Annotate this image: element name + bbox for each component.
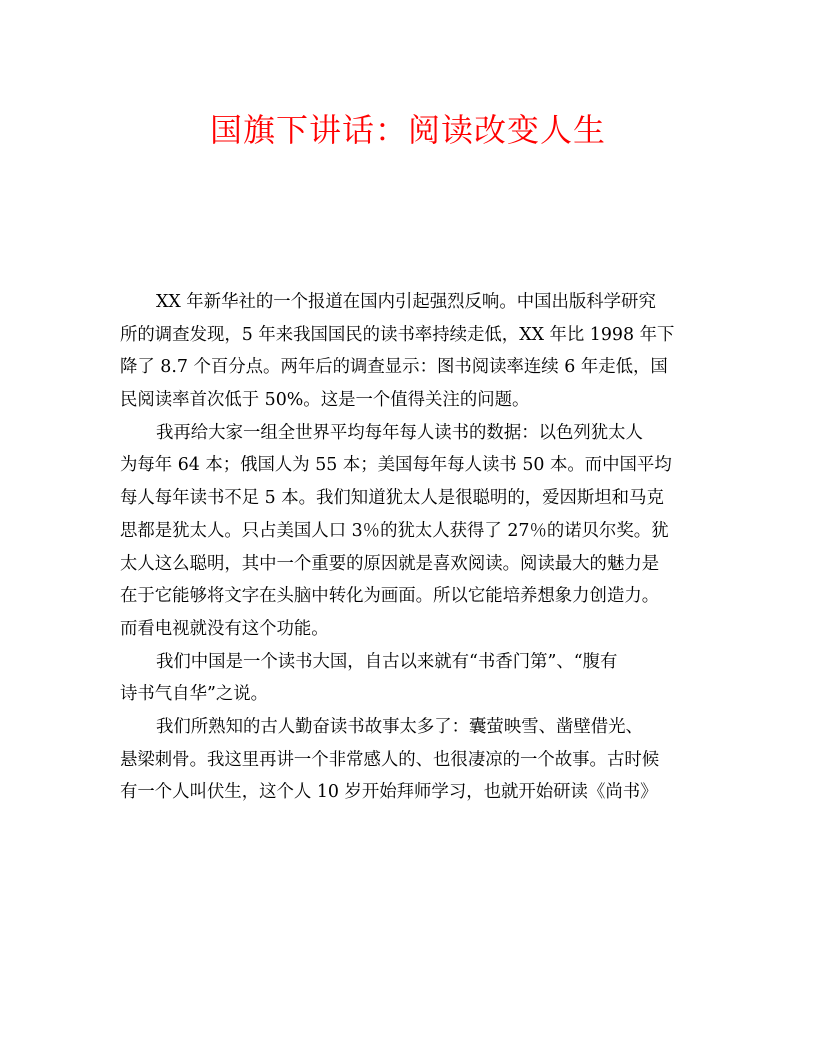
paragraph-2 <box>120 417 696 646</box>
text-line: 太人这么聪明，其中一个重要的原因就是喜欢阅读。阅读最大的魅力是 <box>120 553 660 574</box>
text-line: 为每年 64 本；俄国人为 55 本；美国每年每人读书 50 本。而中国平均 <box>120 455 672 476</box>
text-line: 我再给大家一组全世界平均每年每人读书的数据：以色列犹太人 <box>156 422 643 443</box>
text-line: 我们中国是一个读书大国，自古以来就有“书香门第”、“腹有 <box>156 651 618 672</box>
text-line: 思都是犹太人。只占美国人口 3％的犹太人获得了 27％的诺贝尔奖。犹 <box>120 520 669 541</box>
document-title: 国旗下讲话：阅读改变人生 <box>209 111 606 149</box>
text-line: 每人每年读书不足 5 本。我们知道犹太人是很聪明的，爱因斯坦和马克 <box>120 488 664 509</box>
text-line: 所的调查发现，5 年来我国国民的读书率持续走低，XX 年比 1998 年下 <box>120 324 675 345</box>
text-line: 在于它能够将文字在头脑中转化为画面。所以它能培养想象力创造力。 <box>120 586 660 607</box>
paragraph-3 <box>120 646 696 711</box>
document-body <box>120 286 696 809</box>
text-line: 悬梁刺骨。我这里再讲一个非常感人的、也很凄凉的一个故事。古时候 <box>120 749 660 770</box>
text-line: 民阅读率首次低于 50%。这是一个值得关注的问题。 <box>120 390 530 411</box>
paragraph-4 <box>120 711 696 809</box>
text-line: 我们所熟知的古人勤奋读书故事太多了：囊萤映雪、凿壁借光、 <box>156 716 643 737</box>
text-line: 有一个人叫伏生，这个人 10 岁开始拜师学习，也就开始研读《尚书》 <box>120 782 658 803</box>
paragraph-1 <box>120 286 696 417</box>
text-line: 而看电视就没有这个功能。 <box>120 618 329 639</box>
text-line: XX 年新华社的一个报道在国内引起强烈反响。中国出版科学研究 <box>156 292 656 312</box>
text-line: 诗书气自华”之说。 <box>120 684 269 705</box>
text-line: 降了 8.7 个百分点。两年后的调查显示：图书阅读率连续 6 年走低，国 <box>120 357 668 378</box>
